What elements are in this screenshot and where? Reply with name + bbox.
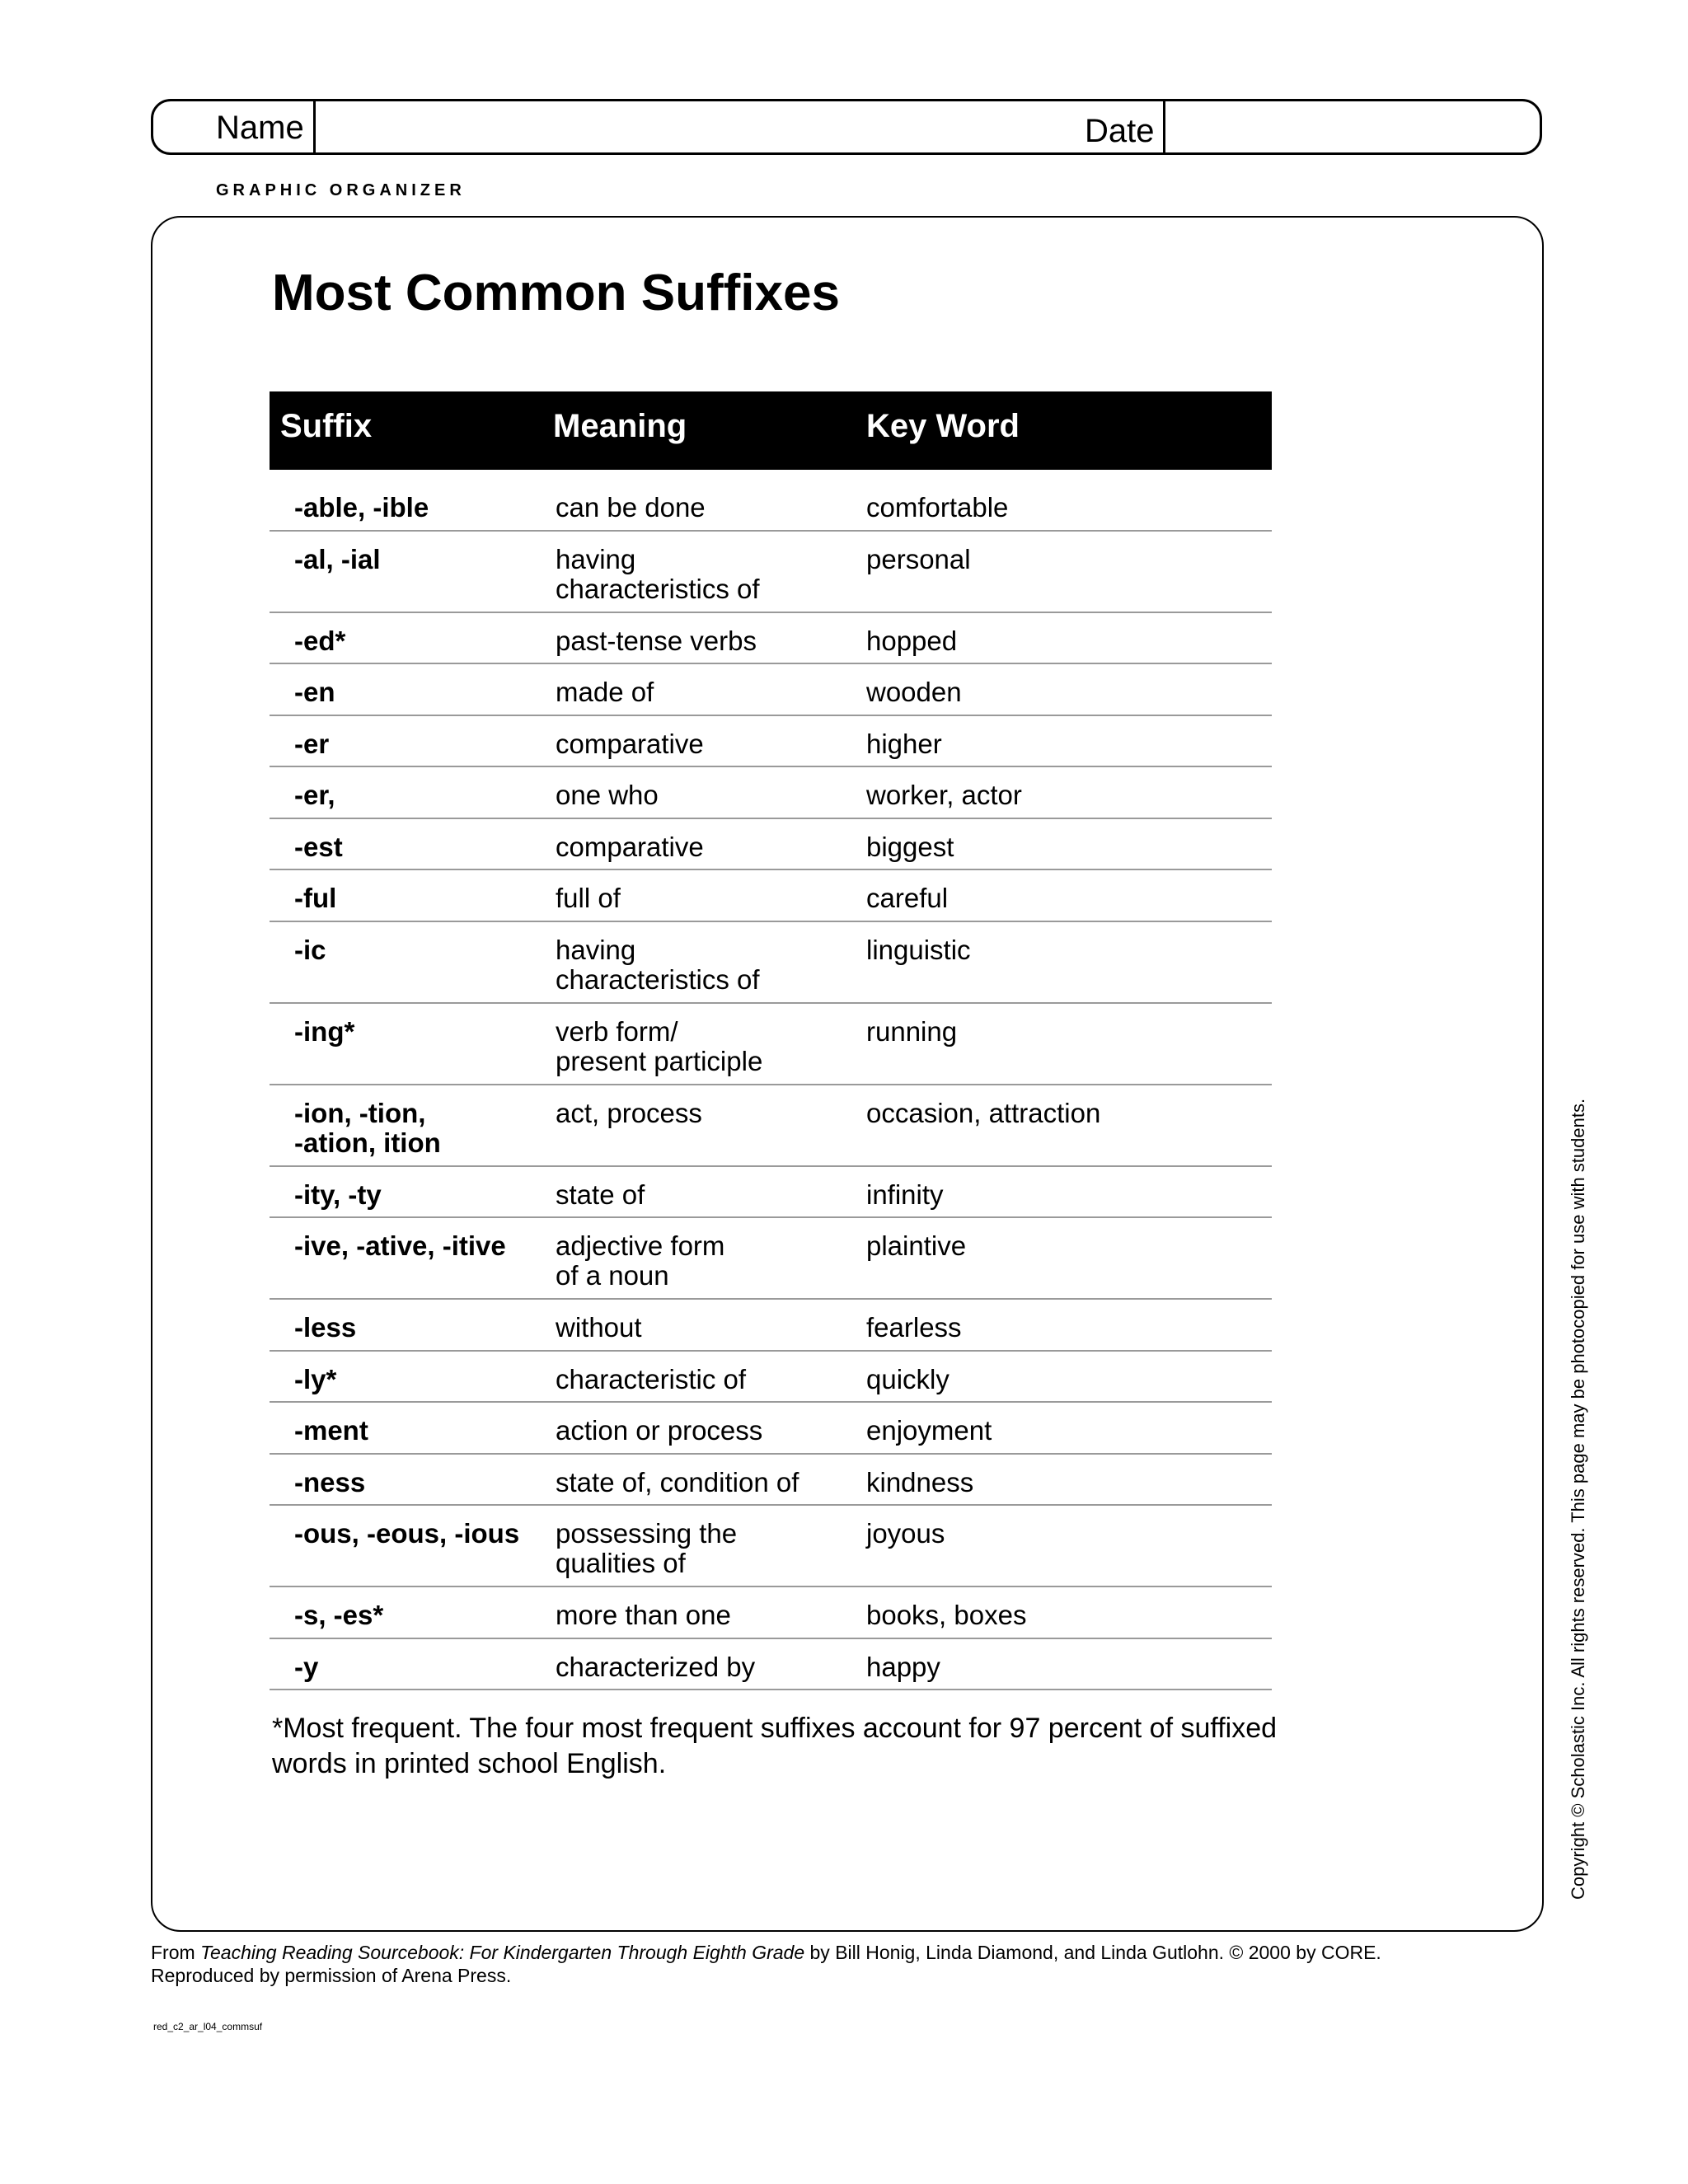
name-divider [313, 101, 316, 152]
meaning-cell-line: state of, condition of [556, 1466, 799, 1497]
table-header [270, 391, 1272, 470]
suffix-cell [294, 1313, 356, 1343]
key-word-cell: hopped [866, 625, 958, 656]
suffix-cell [294, 1099, 441, 1158]
key-word-cell: plaintive [866, 1230, 967, 1261]
meaning-cell [556, 883, 852, 913]
meaning-cell [556, 1365, 852, 1394]
meaning-cell-line: characterized by [556, 1651, 756, 1682]
suffix-cell [294, 1180, 382, 1210]
meaning-cell-line: qualities of [556, 1548, 686, 1578]
suffix-cell-line: -ive, -ative, -itive [294, 1230, 506, 1261]
suffix-cell-line: -s, -es* [294, 1600, 384, 1630]
table-row [270, 819, 1272, 871]
key-word-cell: running [866, 1015, 958, 1047]
table-row [270, 1639, 1272, 1691]
meaning-cell-line: having [556, 543, 636, 574]
meaning-cell [556, 935, 852, 995]
table-row [270, 1455, 1272, 1507]
table-row [270, 480, 1272, 532]
meaning-cell-line: full of [556, 883, 621, 913]
file-code: red_c2_ar_l04_commsuf [153, 2021, 263, 2032]
table-row [270, 532, 1272, 613]
meaning-cell [556, 545, 852, 604]
table-row [270, 716, 1272, 768]
suffix-cell-line: -y [294, 1651, 319, 1682]
key-word-cell: happy [866, 1651, 940, 1682]
header-suffix: Suffix [280, 408, 373, 444]
table-row [270, 1506, 1272, 1587]
suffix-cell-line: -ous, -eous, -ious [294, 1518, 520, 1549]
meaning-cell [556, 626, 852, 656]
suffix-cell-line: -ion, -tion, [294, 1097, 426, 1128]
suffix-cell [294, 832, 343, 862]
suffix-cell-line: -er [294, 728, 330, 759]
key-word-cell: quickly [866, 1363, 950, 1394]
suffix-cell-line: -ed* [294, 625, 346, 656]
meaning-cell-line: comparative [556, 728, 704, 759]
meaning-cell-line: without [556, 1312, 642, 1343]
suffix-cell [294, 1519, 519, 1549]
table-body [270, 470, 1272, 1690]
key-word-cell: worker, actor [866, 780, 1022, 810]
suffix-cell-line: -ation, ition [294, 1127, 441, 1158]
suffix-cell-line: -en [294, 677, 335, 707]
meaning-cell-line: action or process [556, 1415, 763, 1446]
table-row [270, 1218, 1272, 1300]
key-word-cell: linguistic [866, 934, 971, 965]
date-label: Date [1085, 113, 1155, 149]
key-word-cell: occasion, attraction [866, 1097, 1101, 1128]
meaning-cell-line: verb form/ [556, 1015, 678, 1047]
suffix-cell-line: -able, -ible [294, 492, 429, 523]
meaning-cell [556, 780, 852, 810]
table-row [270, 1403, 1272, 1455]
meaning-cell [556, 1601, 852, 1630]
key-word-cell: wooden [866, 677, 962, 707]
meaning-cell-line: having [556, 934, 636, 965]
key-word-cell: comfortable [866, 492, 1009, 523]
suffix-cell-line: -est [294, 831, 343, 862]
suffix-cell [294, 677, 335, 707]
meaning-cell [556, 1468, 852, 1497]
meaning-cell-line: characteristic of [556, 1363, 747, 1394]
suffix-cell [294, 935, 326, 965]
meaning-cell-line: of a noun [556, 1260, 669, 1291]
table-row [270, 1085, 1272, 1167]
key-word-cell: higher [866, 728, 942, 759]
source-citation [151, 1941, 1381, 1987]
meaning-cell [556, 1231, 852, 1291]
suffix-cell-line: -ing* [294, 1015, 355, 1047]
date-divider [1163, 101, 1165, 152]
copyright-notice: Copyright © Scholastic Inc. All rights reserved. This page may be photocopied for use with students. [1568, 1098, 1588, 1900]
key-word-cell: books, boxes [866, 1600, 1027, 1630]
meaning-cell-line: present participle [556, 1045, 763, 1076]
suffix-cell-line: -er, [294, 780, 335, 810]
key-word-cell: fearless [866, 1312, 962, 1343]
meaning-cell-line: comparative [556, 831, 704, 862]
section-label: GRAPHIC ORGANIZER [216, 181, 466, 199]
suffix-cell-line: -ly* [294, 1363, 337, 1394]
header-key-word: Key Word [866, 408, 1020, 444]
suffix-cell-line: -ness [294, 1466, 366, 1497]
suffix-cell [294, 729, 329, 759]
suffix-cell [294, 545, 381, 574]
meaning-cell [556, 832, 852, 862]
suffix-cell [294, 1017, 354, 1047]
suffix-cell [294, 1652, 318, 1682]
suffix-cell [294, 1416, 368, 1446]
name-label: Name [216, 110, 304, 146]
source-book-title: Teaching Reading Sourcebook: For Kindergarten Through Eighth Grade [200, 1942, 805, 1963]
table-row [270, 767, 1272, 819]
meaning-cell [556, 1180, 852, 1210]
table-row [270, 922, 1272, 1004]
meaning-cell [556, 1313, 852, 1343]
page-title: Most Common Suffixes [272, 265, 840, 321]
meaning-cell-line: possessing the [556, 1518, 738, 1549]
suffix-cell-line: -less [294, 1312, 357, 1343]
meaning-cell-line: state of [556, 1179, 645, 1210]
header-meaning: Meaning [553, 408, 687, 444]
suffix-cell [294, 1468, 365, 1497]
meaning-cell [556, 729, 852, 759]
meaning-cell-line: one who [556, 780, 659, 810]
suffix-cell [294, 626, 345, 656]
meaning-cell-line: can be done [556, 492, 706, 523]
key-word-cell: biggest [866, 831, 954, 862]
suffix-cell-line: -ic [294, 934, 326, 965]
meaning-cell [556, 677, 852, 707]
suffix-cell [294, 493, 429, 523]
meaning-cell-line: past-tense verbs [556, 625, 757, 656]
table-row [270, 870, 1272, 922]
key-word-cell: kindness [866, 1466, 974, 1497]
meaning-cell-line: adjective form [556, 1230, 725, 1261]
suffix-cell [294, 780, 335, 810]
meaning-cell-line: made of [556, 677, 654, 707]
suffix-table [270, 391, 1272, 1690]
table-row [270, 1587, 1272, 1639]
table-row [270, 664, 1272, 716]
suffix-cell-line: -al, -ial [294, 543, 381, 574]
table-row [270, 1300, 1272, 1352]
source-suffix: by Bill Honig, Linda Diamond, and Linda Gutlohn. © 2000 by CORE. [804, 1942, 1381, 1963]
suffix-cell [294, 1601, 383, 1630]
suffix-cell-line: -ity, -ty [294, 1179, 382, 1210]
meaning-cell-line: more than one [556, 1600, 731, 1630]
key-word-cell: enjoyment [866, 1415, 992, 1446]
suffix-cell [294, 1231, 506, 1261]
meaning-cell [556, 1519, 852, 1578]
footnote: *Most frequent. The four most frequent suffixes account for 97 percent of suffixed words in printed school English. [272, 1713, 1278, 1779]
key-word-cell: joyous [866, 1518, 945, 1549]
table-row [270, 1004, 1272, 1085]
meaning-cell-line: characteristics of [556, 573, 760, 604]
meaning-cell [556, 1652, 852, 1682]
meaning-cell [556, 493, 852, 523]
table-row [270, 613, 1272, 665]
key-word-cell: personal [866, 543, 971, 574]
source-prefix: From [151, 1942, 201, 1963]
meaning-cell [556, 1416, 852, 1446]
suffix-cell-line: -ful [294, 883, 337, 913]
meaning-cell [556, 1017, 852, 1076]
meaning-cell [556, 1099, 852, 1128]
suffix-cell [294, 1365, 336, 1394]
table-row [270, 1352, 1272, 1404]
suffix-cell-line: -ment [294, 1415, 368, 1446]
meaning-cell-line: characteristics of [556, 963, 760, 995]
key-word-cell: infinity [866, 1179, 944, 1210]
table-row [270, 1167, 1272, 1219]
key-word-cell: careful [866, 883, 949, 913]
suffix-cell [294, 883, 336, 913]
meaning-cell-line: act, process [556, 1097, 702, 1128]
source-line2: Reproduced by permission of Arena Press. [151, 1965, 512, 1986]
name-date-bar [151, 99, 1542, 155]
